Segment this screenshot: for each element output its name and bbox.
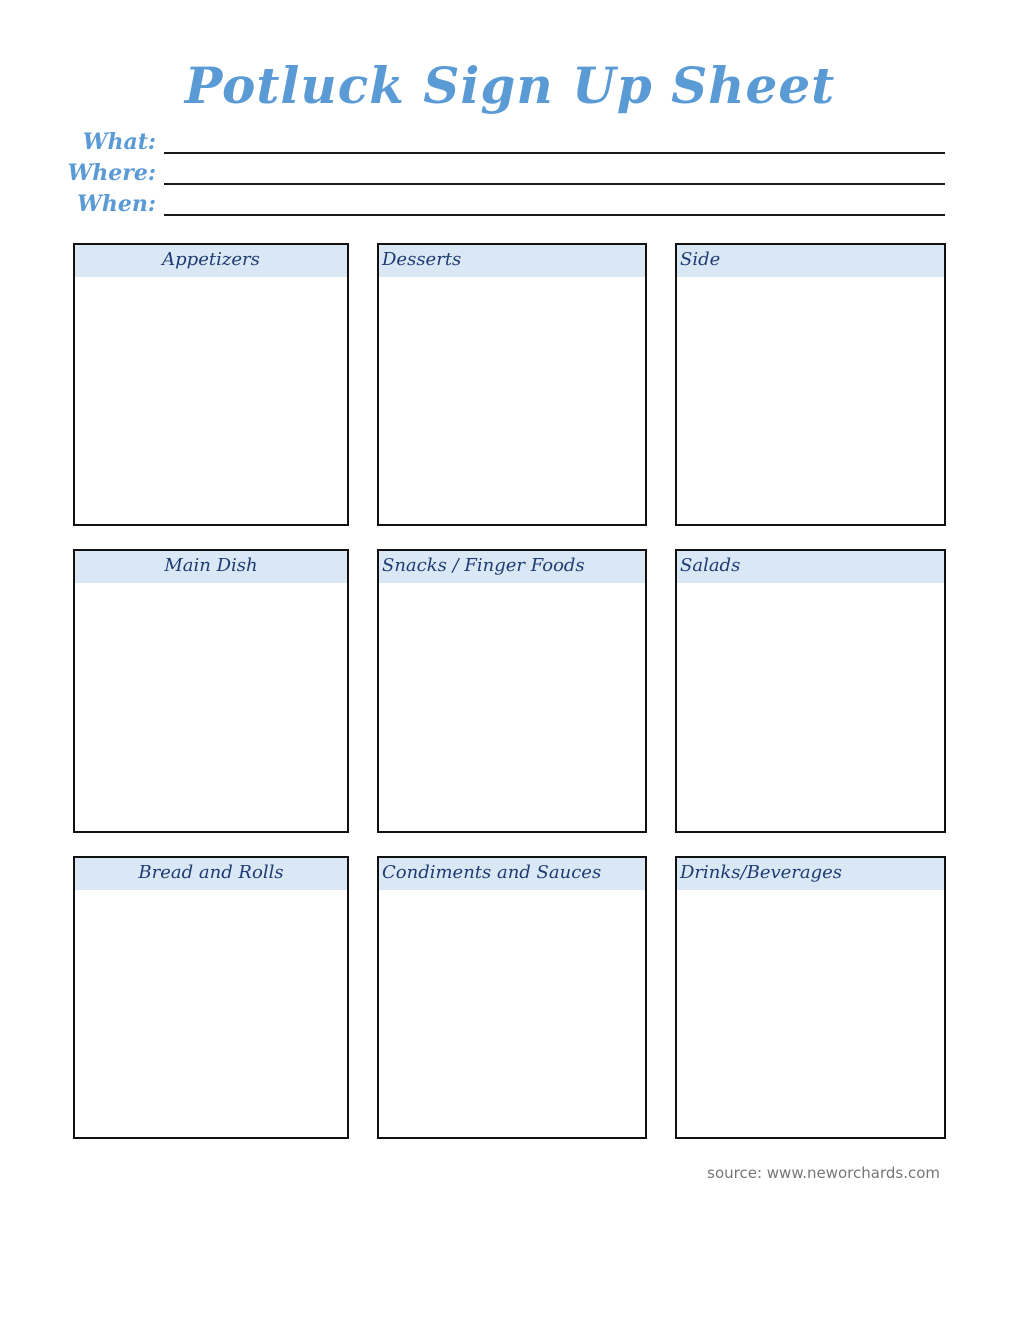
category-header-desserts: Desserts xyxy=(379,245,645,277)
what-input-line[interactable] xyxy=(164,152,945,154)
category-box-main-dish[interactable] xyxy=(73,549,349,833)
category-header-salads: Salads xyxy=(677,551,944,583)
category-header-bread-and-rolls: Bread and Rolls xyxy=(75,858,347,890)
category-header-condiments: Condiments and Sauces xyxy=(379,858,645,890)
what-field-row xyxy=(0,127,1020,157)
category-header-main-dish: Main Dish xyxy=(75,551,347,583)
source-credit: source: www.neworchards.com xyxy=(707,1164,940,1182)
category-box-condiments[interactable] xyxy=(377,856,647,1139)
when-field-row xyxy=(0,189,1020,219)
sheet-title: Potluck Sign Up Sheet xyxy=(184,56,836,115)
category-box-appetizers[interactable] xyxy=(73,243,349,526)
when-input-line[interactable] xyxy=(164,214,945,216)
category-box-bread-and-rolls[interactable] xyxy=(73,856,349,1139)
where-field-row xyxy=(0,158,1020,188)
category-header-side: Side xyxy=(677,245,944,277)
category-header-appetizers: Appetizers xyxy=(75,245,347,277)
category-box-desserts[interactable] xyxy=(377,243,647,526)
category-header-drinks: Drinks/Beverages xyxy=(677,858,944,890)
where-label: Where: xyxy=(67,160,156,186)
where-input-line[interactable] xyxy=(164,183,945,185)
when-label: When: xyxy=(77,191,156,217)
category-box-snacks[interactable] xyxy=(377,549,647,833)
category-header-snacks: Snacks / Finger Foods xyxy=(379,551,645,583)
what-label: What: xyxy=(82,129,156,155)
category-box-side[interactable] xyxy=(675,243,946,526)
category-box-drinks[interactable] xyxy=(675,856,946,1139)
category-box-salads[interactable] xyxy=(675,549,946,833)
